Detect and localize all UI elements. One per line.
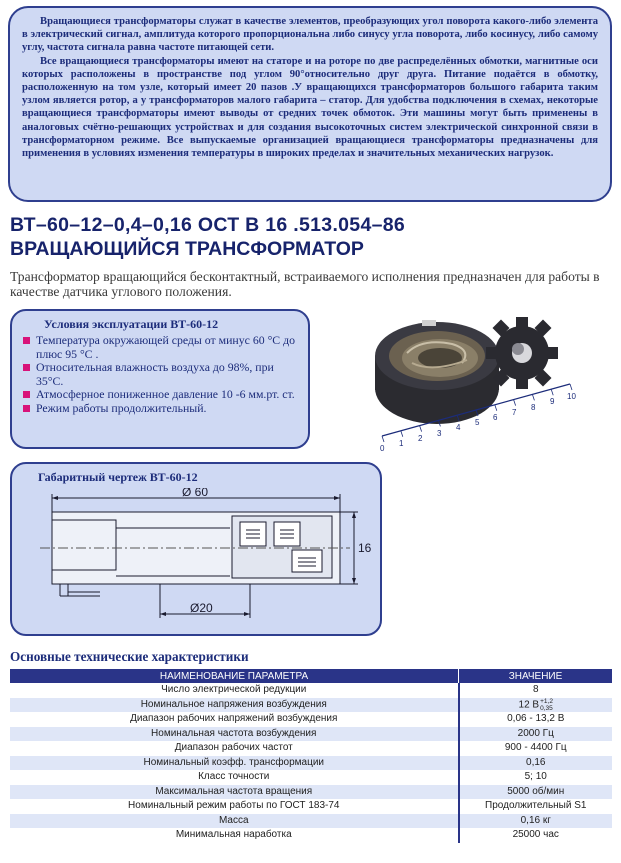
- parameter-cell: Номинальный коэфф. трансформации: [10, 756, 459, 771]
- parameter-cell: Номинальное напряжения возбуждения: [10, 698, 459, 713]
- parameter-cell: Диапазон рабочих частот: [10, 741, 459, 756]
- ruler-tick-label: 1: [399, 439, 404, 448]
- ruler-tick-label: 4: [456, 423, 461, 432]
- column-header-parameter: НАИМЕНОВАНИЕ ПАРАМЕТРА: [10, 669, 459, 683]
- voltage-tolerance: +1,2 0,35: [540, 697, 553, 712]
- table-row: [10, 828, 612, 843]
- value-cell: 8: [459, 683, 613, 698]
- operating-conditions-box: [10, 309, 310, 449]
- value-cell: 0,06 - 13,2 В: [459, 712, 613, 727]
- bullet-icon: [23, 391, 30, 398]
- ruler-tick-label: 6: [493, 413, 498, 422]
- parameter-cell: Номинальный режим работы по ГОСТ 183-74: [10, 799, 459, 814]
- intro-paragraph-2: Все вращающиеся трансформаторы имеют на статоре и на роторе по две распределённых обмотки, магнитные оси которых расположены в пространстве под углом 90°относительно друг друга. Питание подаётся в обмотку, расположенную на том узле, который имеет 20 пазов .У вращающихся трансформаторов большого габарита таким узлом является ротор, а у трансформаторов малого габарита – статор. Для удобства подключения в схемах, некоторые вращающиеся трансформаторы имеют выводы от средних точек обмоток. Эти машины могут быть применены в аналоговых счётно-решающих устройствах и для создания высокоточных систем электрической синхронной связи в трансформаторном режиме. Все выпускаемые организацией вращающиеся трансформаторы предназначены для применения в условиях изменения температуры в широких пределах и значительных механических нагрузок.: [22, 55, 598, 160]
- inner-diameter-label: Ø20: [190, 601, 213, 615]
- table-row: [10, 712, 612, 727]
- ruler-tick-label: 3: [437, 429, 442, 438]
- parameter-cell: Максимальная частота вращения: [10, 785, 459, 800]
- parameter-cell: Минимальная наработка: [10, 828, 459, 843]
- column-header-value: ЗНАЧЕНИЕ: [459, 669, 613, 683]
- outer-diameter-label: Ø 60: [182, 488, 209, 499]
- voltage-value: 12 В: [518, 699, 540, 711]
- ruler-tick-label: 2: [418, 434, 423, 443]
- dimension-drawing-title: Габаритный чертеж ВТ-60-12: [38, 470, 198, 484]
- value-cell: 5; 10: [459, 770, 613, 785]
- conditions-list: [22, 334, 298, 415]
- intro-paragraph-1: Вращающиеся трансформаторы служат в качестве элементов, преобразующих угол поворота какого-либо элемента в электрический сигнал, амплитуда которого пропорциональна либо синусу угла поворота, либо косинусу, либо самому углу, частота сигнала равна частоте питающей сети.: [22, 16, 598, 54]
- value-cell: Продолжительный S1: [459, 799, 613, 814]
- ruler-tick-label: 9: [550, 397, 555, 406]
- model-designation: ВТ–60–12–0,4–0,16 ОСТ В 16 .513.054–86: [10, 214, 406, 236]
- bullet-icon: [23, 337, 30, 344]
- parameter-cell: Класс точности: [10, 770, 459, 785]
- parameter-cell: Диапазон рабочих напряжений возбуждения: [10, 712, 459, 727]
- table-row: [10, 770, 612, 785]
- parameter-cell: Номинальная частота возбуждения: [10, 727, 459, 742]
- operating-conditions-title: Условия эксплуатации ВТ-60-12: [44, 317, 219, 331]
- value-cell: 0,16: [459, 756, 613, 771]
- ruler-tick-label: 7: [512, 408, 517, 417]
- value-cell: 5000 об/мин: [459, 785, 613, 800]
- value-cell: 25000 час: [459, 828, 613, 843]
- ruler-tick-label: 0: [380, 444, 385, 453]
- condition-item: Режим работы продолжительный.: [22, 402, 298, 416]
- dimension-drawing-box: [10, 462, 382, 636]
- bullet-icon: [23, 405, 30, 412]
- value-cell: 0,16 кг: [459, 814, 613, 829]
- ruler-tick-label: 5: [475, 418, 480, 427]
- product-description: Трансформатор вращающийся бесконтактный, встраиваемого исполнения предназначен для работы в качестве датчика углового положения.: [10, 269, 600, 299]
- value-cell: [459, 698, 613, 713]
- ruler-tick-label: 10: [567, 392, 576, 401]
- value-cell: 2000 Гц: [459, 727, 613, 742]
- value-cell: 900 - 4400 Гц: [459, 741, 613, 756]
- parameter-cell: Число электрической редукции: [10, 683, 459, 698]
- table-row: [10, 683, 612, 698]
- table-row: [10, 785, 612, 800]
- height-label: 16: [358, 541, 372, 555]
- intro-box: [8, 6, 612, 202]
- table-row: [10, 756, 612, 771]
- condition-item: Атмосферное пониженное давление 10 -6 мм.рт. ст.: [22, 388, 298, 402]
- parameter-cell: Масса: [10, 814, 459, 829]
- product-photo: [362, 308, 612, 458]
- specs-title: Основные технические характеристики: [10, 649, 249, 664]
- table-row: [10, 799, 612, 814]
- bullet-icon: [23, 364, 30, 371]
- table-row: [10, 698, 612, 713]
- specs-table: [10, 669, 612, 843]
- dimension-drawing: [20, 488, 374, 628]
- table-row: [10, 741, 612, 756]
- condition-item: Температура окружающей среды от минус 60 °С до плюс 95 °С .: [22, 334, 298, 361]
- table-header-row: [10, 669, 612, 683]
- product-title: ВРАЩАЮЩИЙСЯ ТРАНСФОРМАТОР: [10, 238, 364, 260]
- table-row: [10, 727, 612, 742]
- condition-item: Относительная влажность воздуха до 98%, при 35°С.: [22, 361, 298, 388]
- table-row: [10, 814, 612, 829]
- ruler-tick-label: 8: [531, 403, 536, 412]
